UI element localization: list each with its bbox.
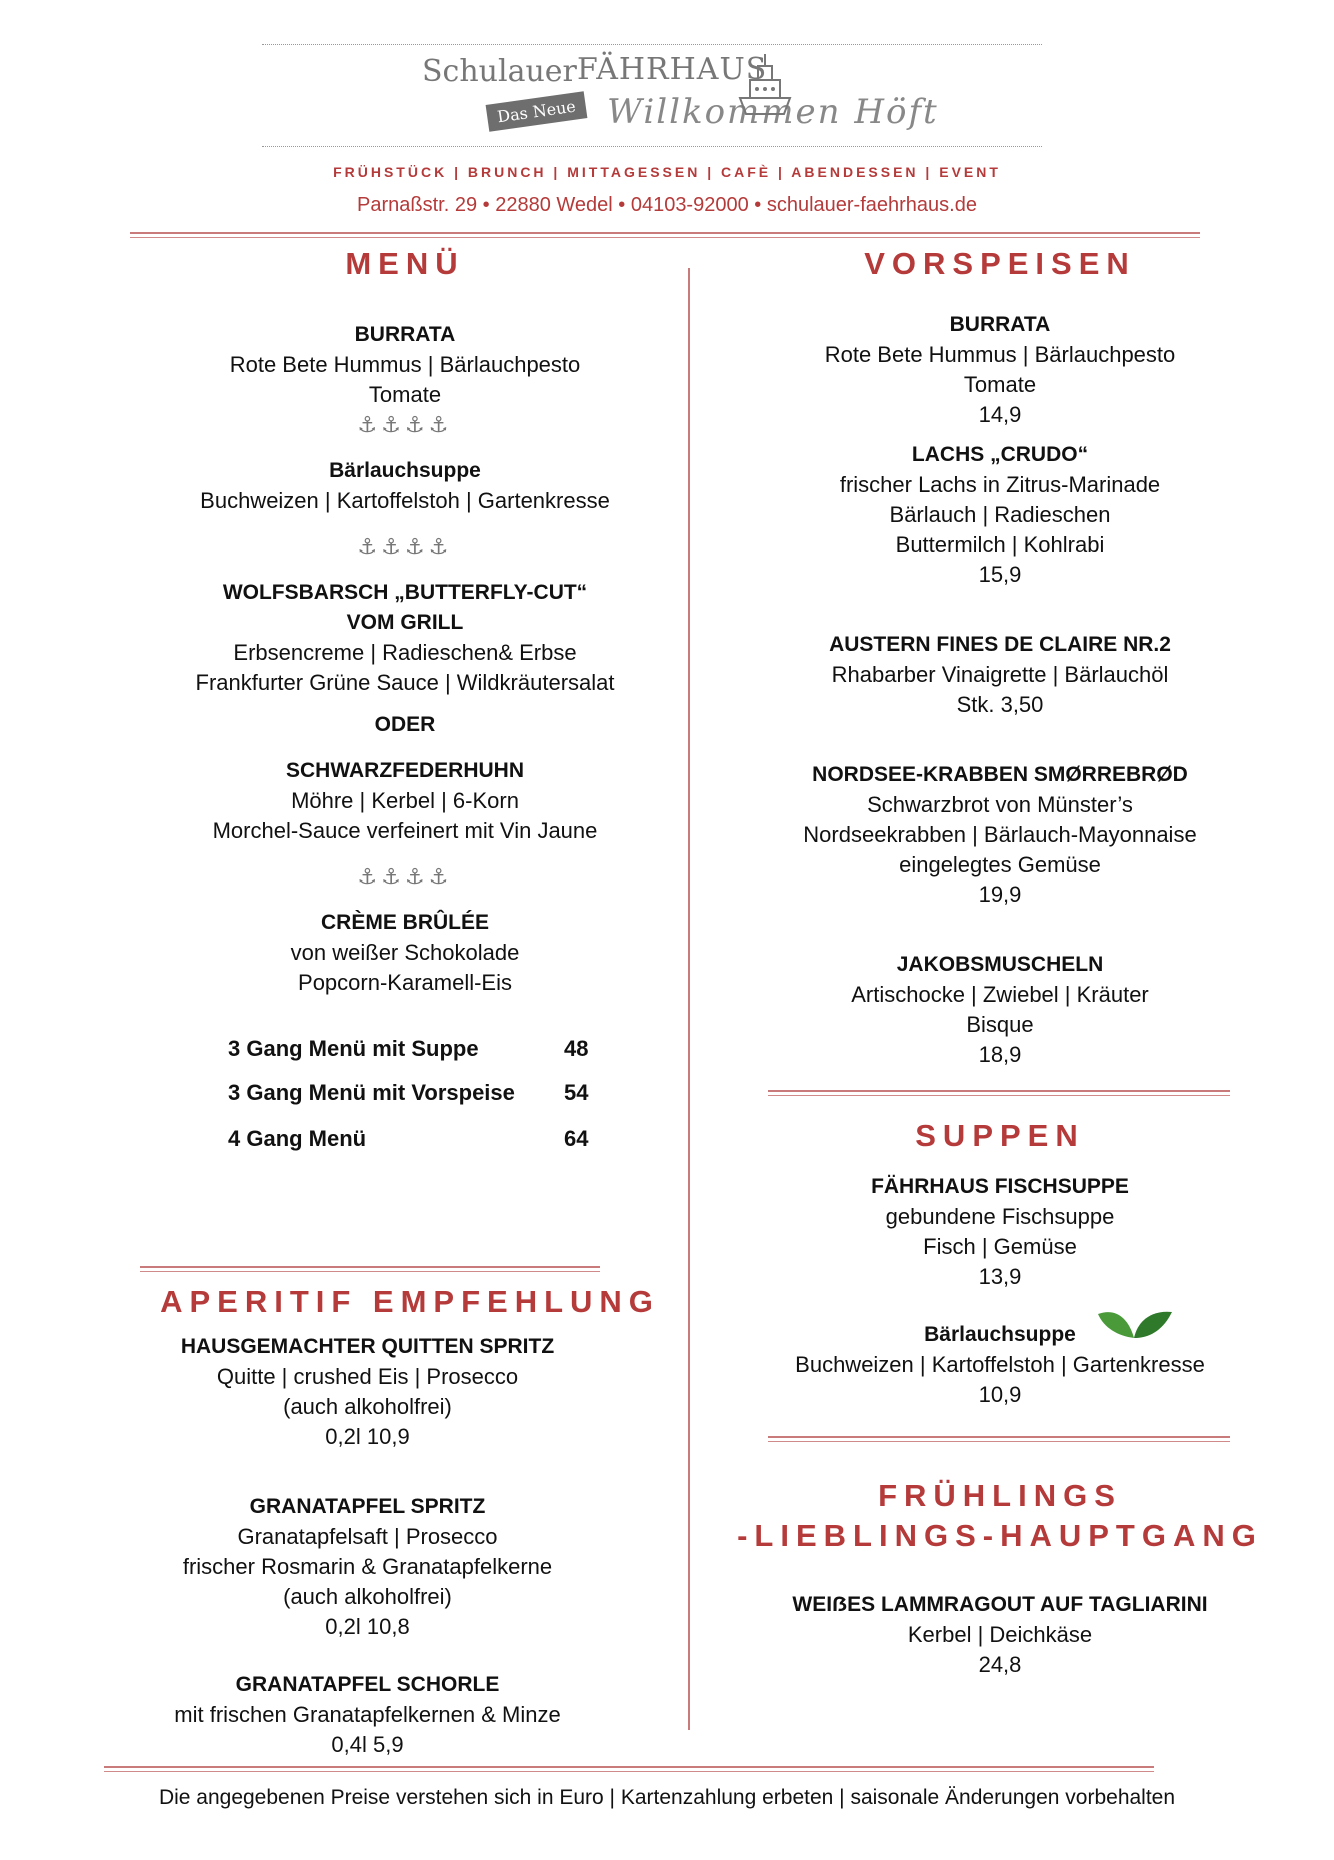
suppen-heading: SUPPEN	[915, 1118, 1085, 1153]
menu-item-title: BURRATA	[354, 323, 456, 346]
fruehling-line: Kerbel | Deichkäse	[907, 1622, 1093, 1647]
suppen-rule-2	[768, 1095, 1230, 1096]
aperitif-item-title: GRANATAPFEL SCHORLE	[235, 1673, 500, 1696]
menu-price-value: 54	[564, 1080, 589, 1105]
header-red-rule	[130, 232, 1200, 234]
vorspeise-title: JAKOBSMUSCHELN	[896, 953, 1104, 976]
aperitif-heading: APERITIF EMPFEHLUNG	[160, 1284, 660, 1319]
suppe-line: Buchweizen | Kartoffelstoh | Gartenkresse	[795, 1352, 1205, 1377]
vorspeise-line: Bärlauch | Radieschen	[889, 502, 1111, 527]
aperitif-item-title: HAUSGEMACHTER QUITTEN SPRITZ	[180, 1335, 555, 1358]
logo-text-left: Schulauer	[422, 54, 577, 89]
menu-item-line: von weißer Schokolade	[290, 940, 520, 965]
tagline: FRÜHSTÜCK | BRUNCH | MITTAGESSEN | CAFÈ | ABENDESSEN | EVENT	[333, 164, 1001, 180]
fruehling-heading-2: -LIEBLINGS-HAUPTGANG	[737, 1518, 1263, 1553]
leaf-icon	[1094, 1304, 1174, 1348]
menu-item-title-2: VOM GRILL	[346, 611, 464, 634]
vorspeise-line: Rhabarber Vinaigrette | Bärlauchöl	[831, 662, 1169, 687]
anchor-separator: ⚓⚓⚓⚓	[357, 412, 453, 437]
menu-price-label: 3 Gang Menü mit Vorspeise	[228, 1080, 515, 1105]
anchor-separator: ⚓⚓⚓⚓	[357, 534, 453, 559]
menu-item-line: Buchweizen | Kartoffelstoh | Gartenkresse	[200, 488, 610, 513]
vorspeisen-column	[760, 310, 1240, 1070]
vorspeise-line: frischer Lachs in Zitrus-Marinade	[839, 472, 1161, 497]
menu-price-label: 4 Gang Menü	[228, 1126, 367, 1151]
footer-rule	[104, 1766, 1154, 1768]
aperitif-item-line: mit frischen Granatapfelkernen & Minze	[174, 1702, 561, 1727]
aperitif-item-line: Granatapfelsaft | Prosecco	[237, 1524, 498, 1549]
vorspeise-line: Bisque	[966, 1012, 1034, 1037]
header-bottom-rule	[262, 146, 1042, 147]
menu-item-line: Morchel-Sauce verfeinert mit Vin Jaune	[212, 818, 598, 843]
menu-item-line: Tomate	[368, 382, 442, 407]
fruehling-heading-1: FRÜHLINGS	[878, 1478, 1122, 1513]
menu-price-label: 3 Gang Menü mit Suppe	[228, 1036, 479, 1061]
menu-price-value: 64	[564, 1126, 589, 1151]
vorspeise-line: Tomate	[963, 372, 1037, 397]
aperitif-item-line: frischer Rosmarin & Granatapfelkerne	[182, 1554, 553, 1579]
vorspeise-price: Stk. 3,50	[956, 692, 1044, 717]
vorspeise-price: 19,9	[978, 882, 1022, 907]
aperitif-rule	[140, 1266, 600, 1268]
menu-column	[130, 320, 680, 998]
menu-heading: MENÜ	[345, 246, 465, 281]
menu-item-title: WOLFSBARSCH „BUTTERFLY-CUT“	[222, 581, 588, 604]
aperitif-column	[130, 1332, 605, 1760]
address: Parnaßstr. 29 • 22880 Wedel • 04103-92000 • schulauer-faehrhaus.de	[357, 194, 977, 216]
logo	[262, 46, 1042, 146]
logo-text-right: FÄHRHAUS	[577, 52, 768, 87]
aperitif-item-line: (auch alkoholfrei)	[283, 1584, 452, 1609]
vorspeise-line: Schwarzbrot von Münster’s	[867, 792, 1133, 817]
footer-rule-2	[104, 1771, 1154, 1772]
fruehling-rule-2	[768, 1441, 1230, 1442]
aperitif-item-price: 0,2l 10,9	[325, 1424, 410, 1449]
menu-item-line: Möhre | Kerbel | 6-Korn	[291, 788, 519, 813]
aperitif-item-line: (auch alkoholfrei)	[283, 1394, 452, 1419]
vorspeise-price: 18,9	[978, 1042, 1022, 1067]
suppe-price: 10,9	[978, 1382, 1022, 1407]
header-top-rule	[262, 44, 1042, 45]
menu-price-value: 48	[564, 1036, 589, 1061]
aperitif-item-price: 0,2l 10,8	[325, 1614, 410, 1639]
vorspeise-line: Nordseekrabben | Bärlauch-Mayonnaise	[803, 822, 1197, 847]
footer-note: Die angegebenen Preise verstehen sich in Euro | Kartenzahlung erbeten | saisonale Änderungen vorbehalten	[158, 1786, 1176, 1809]
aperitif-item-title: GRANATAPFEL SPRITZ	[249, 1495, 486, 1518]
menu-item-line: Rote Bete Hummus | Bärlauchpesto	[229, 352, 581, 377]
menu-item-line: Frankfurter Grüne Sauce | Wildkräutersalat	[195, 670, 615, 695]
logo-badge: Das Neue	[486, 91, 588, 132]
fruehling-title: WEIẞES LAMMRAGOUT AUF TAGLIARINI	[792, 1593, 1208, 1616]
menu-item-line: Erbsencreme | Radieschen& Erbse	[233, 640, 577, 665]
vorspeise-line: eingelegtes Gemüse	[899, 852, 1101, 877]
aperitif-item-line: Quitte | crushed Eis | Prosecco	[216, 1364, 519, 1389]
vorspeise-title: NORDSEE-KRABBEN SMØRREBRØD	[812, 763, 1188, 786]
suppen-column	[760, 1172, 1240, 1410]
suppe-line: Fisch | Gemüse	[923, 1234, 1077, 1259]
suppe-line: gebundene Fischsuppe	[885, 1204, 1115, 1229]
vorspeise-title: BURRATA	[949, 313, 1051, 336]
fruehling-rule	[768, 1436, 1230, 1438]
vorspeise-title: LACHS „CRUDO“	[911, 443, 1089, 466]
vorspeise-line: Rote Bete Hummus | Bärlauchpesto	[824, 342, 1176, 367]
menu-item-title: CRÈME BRÛLÉE	[320, 911, 489, 934]
ship-icon	[730, 50, 800, 120]
menu-or: ODER	[374, 713, 436, 736]
vorspeise-line: Buttermilch | Kohlrabi	[895, 532, 1105, 557]
header-red-rule-2	[130, 237, 1200, 238]
fruehling-price: 24,8	[978, 1652, 1022, 1677]
menu-item-title: SCHWARZFEDERHUHN	[286, 759, 524, 782]
suppe-title: FÄHRHAUS FISCHSUPPE	[871, 1175, 1129, 1198]
anchor-separator: ⚓⚓⚓⚓	[357, 864, 453, 889]
column-divider	[688, 268, 690, 1730]
suppe-title: Bärlauchsuppe	[924, 1323, 1076, 1346]
vorspeise-price: 14,9	[978, 402, 1022, 427]
vorspeise-title: AUSTERN FINES DE CLAIRE NR.2	[829, 633, 1171, 656]
suppen-rule	[768, 1090, 1230, 1092]
menu-item-line: Popcorn-Karamell-Eis	[298, 970, 512, 995]
suppe-price: 13,9	[978, 1264, 1022, 1289]
vorspeisen-heading: VORSPEISEN	[864, 246, 1136, 281]
aperitif-item-price: 0,4l 5,9	[331, 1732, 404, 1757]
logo-script: Willkommen Höft	[607, 92, 939, 132]
fruehling-column	[740, 1590, 1260, 1680]
aperitif-rule-2	[140, 1271, 600, 1272]
menu-item-title: Bärlauchsuppe	[329, 459, 481, 482]
vorspeise-price: 15,9	[978, 562, 1022, 587]
vorspeise-line: Artischocke | Zwiebel | Kräuter	[851, 982, 1149, 1007]
